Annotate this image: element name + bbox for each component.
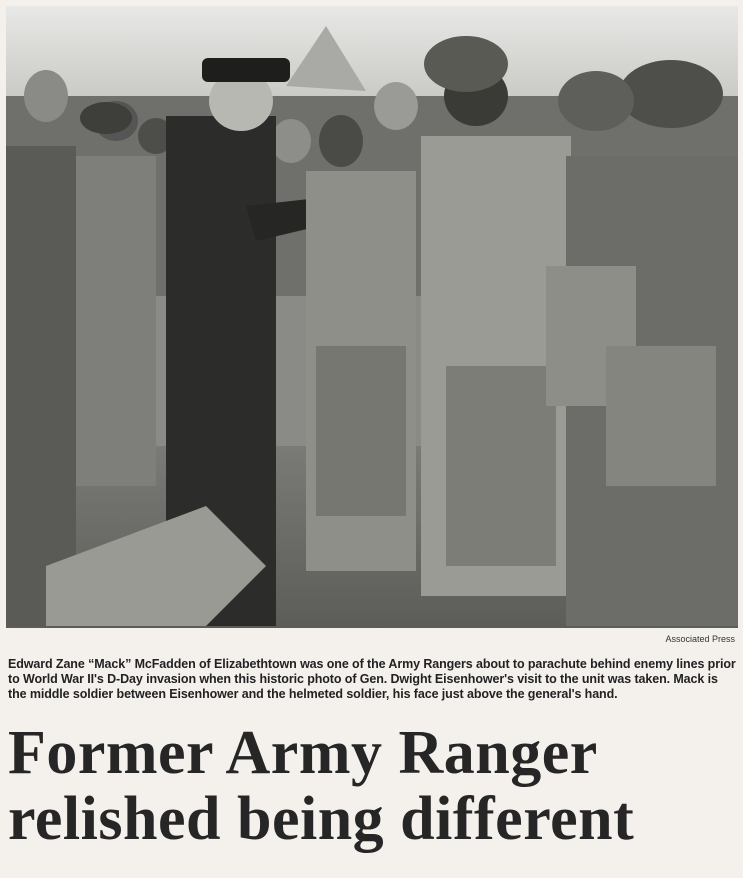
photo-credit: Associated Press bbox=[665, 634, 735, 644]
headline bbox=[8, 720, 738, 852]
photograph-image bbox=[6, 6, 738, 628]
headline-line-2: relished being different bbox=[8, 785, 635, 853]
photo-caption: Edward Zane “Mack” McFadden of Elizabethtown was one of the Army Rangers about to parachute behind enemy lines prior to World War II's D-Day invasion when this historic photo of Gen. Dwight Eisenhower's visit to the unit was taken. Mack is the middle soldier between Eisenhower and the helmeted soldier, his face just above the general's hand. bbox=[8, 656, 736, 701]
news-photograph bbox=[6, 6, 738, 628]
headline-line-1: Former Army Ranger bbox=[8, 719, 598, 787]
